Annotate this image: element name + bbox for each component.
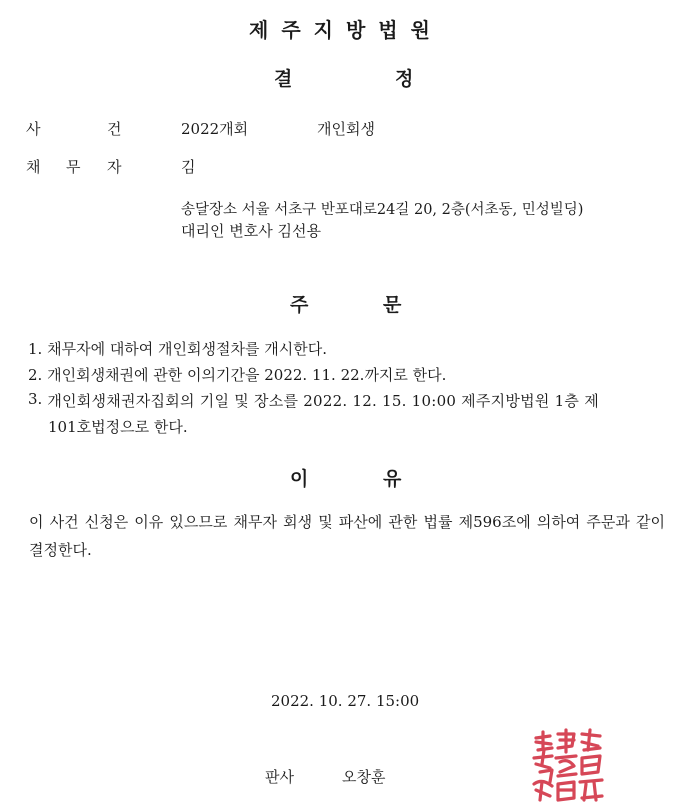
order-number: 3. (28, 390, 43, 408)
debtor-name: 김 (181, 158, 196, 176)
seal-stroke (536, 732, 552, 764)
court-name: 제주지방법원 (249, 18, 443, 42)
reason-title-right: 유 (383, 468, 402, 490)
decision-date: 2022. 10. 27. 15:00 (271, 692, 420, 710)
case-label-char: 사 (26, 120, 41, 138)
court-seal (530, 728, 606, 804)
seal-stroke (556, 756, 576, 776)
seal-stroke (558, 782, 574, 800)
reason-text: 이 사건 신청은 이유 있으므로 채무자 회생 및 파산에 관한 법률 제596조에 의하여 주문과 같이 결정한다. (29, 513, 665, 559)
seal-stroke (534, 781, 552, 800)
order-title-right: 문 (383, 294, 402, 316)
order-text: 개인회생채권에 관한 이의기간을 2022. 11. 22.까지로 한다. (47, 366, 447, 384)
debtor-label-char: 채 (26, 158, 41, 176)
case-label-char: 건 (107, 120, 122, 138)
order-text: 채무자에 대하여 개인회생절차를 개시한다. (47, 340, 327, 358)
seal-stroke (582, 730, 600, 750)
order-title-left: 주 (290, 294, 309, 316)
doc-title-right: 정 (395, 68, 414, 90)
order-text: 개인회생채권자집회의 기일 및 장소를 2022. 12. 15. 10:00 제주지방법원 1층 제 (47, 392, 599, 410)
seal-stroke (558, 730, 574, 752)
debtor-label-char: 무 (66, 158, 81, 176)
service-address: 송달장소 서울 서초구 반포대로24길 20, 2층(서초동, 민성빌딩) (181, 202, 584, 218)
debtor-label-char: 자 (107, 158, 122, 176)
order-item (28, 338, 327, 359)
order-item (28, 364, 446, 385)
debtor-representative: 대리인 변호사 김선용 (181, 222, 321, 240)
case-number: 2022개회 (181, 120, 249, 138)
order-number: 1. (28, 340, 43, 358)
seal-stroke (580, 780, 602, 800)
order-number: 2. (28, 366, 43, 384)
case-name: 개인회생 (317, 120, 375, 138)
judge-name: 오창훈 (342, 768, 386, 786)
order-text-continued: 101호법정으로 한다. (48, 418, 188, 436)
judge-title: 판사 (265, 768, 294, 786)
reason-title-left: 이 (290, 468, 309, 490)
doc-title-left: 결 (274, 68, 293, 90)
order-item (28, 390, 668, 411)
seal-stroke (582, 756, 600, 774)
